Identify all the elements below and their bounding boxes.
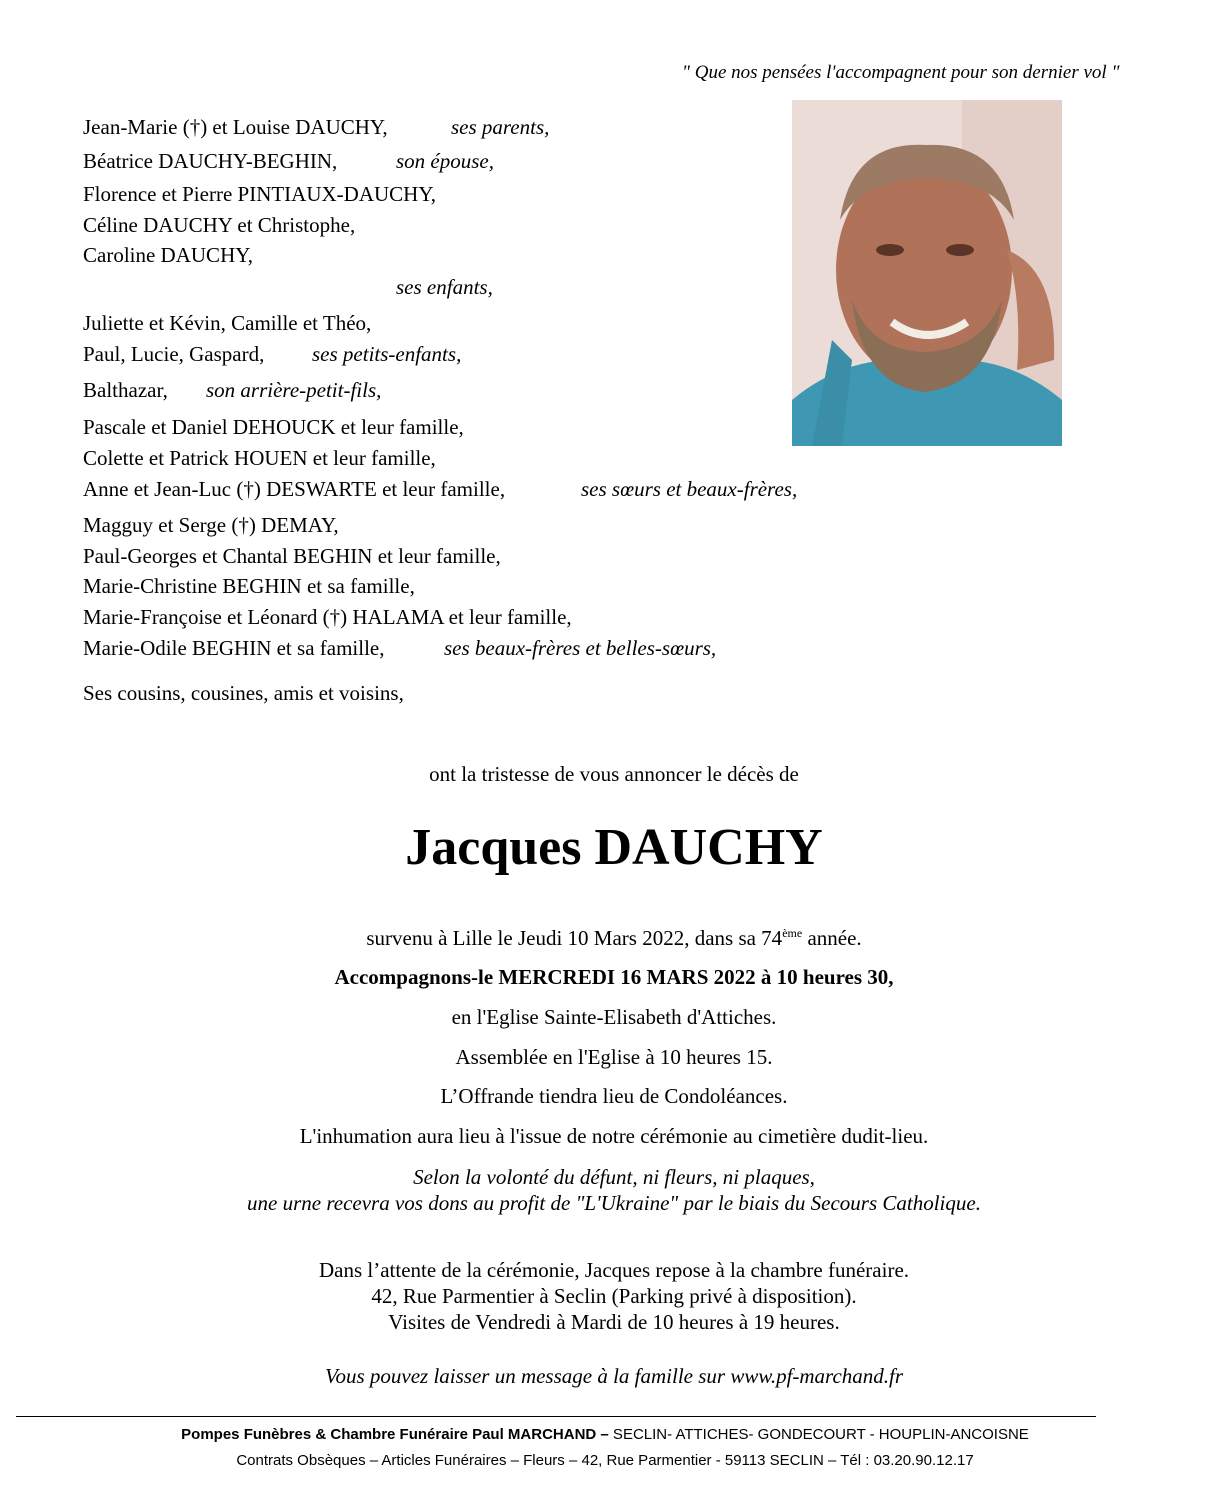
great-grandchild-role: son arrière-petit-fils, — [206, 378, 382, 402]
ceremony-church: en l'Eglise Sainte-Elisabeth d'Attiches. — [451, 1005, 777, 1029]
spouse-role: son épouse, — [396, 149, 494, 173]
message-line: Vous pouvez laisser un message à la famille sur www.pf-marchand.fr — [324, 1364, 904, 1388]
announcement-text: ont la tristesse de vous annoncer le décès de — [429, 762, 799, 786]
in-law-name: Magguy et Serge (†) DEMAY, — [83, 513, 339, 537]
child-name: Céline DAUCHY et Christophe, — [83, 213, 356, 237]
parents-names: Jean-Marie (†) et Louise DAUCHY, — [83, 115, 388, 139]
footer-divider — [16, 1416, 1096, 1417]
in-law-name: Marie-Françoise et Léonard (†) HALAMA et leur famille, — [83, 605, 572, 629]
wish-line: Selon la volonté du défunt, ni fleurs, ni plaques, — [413, 1165, 815, 1189]
deceased-name: Jacques DAUCHY — [405, 819, 823, 876]
siblings-role: ses sœurs et beaux-frères, — [581, 477, 798, 501]
epigraph-quote: " Que nos pensées l'accompagnent pour son dernier vol " — [682, 62, 1120, 83]
child-name: Florence et Pierre PINTIAUX-DAUCHY, — [83, 182, 437, 206]
great-grandchild-name: Balthazar, — [83, 378, 168, 402]
footer-company: Pompes Funèbres & Chambre Funéraire Paul MARCHAND – — [181, 1426, 609, 1443]
in-law-name: Marie-Christine BEGHIN et sa famille, — [83, 574, 415, 598]
ceremony-date: Accompagnons-le MERCREDI 16 MARS 2022 à 10 heures 30, — [334, 965, 894, 989]
footer-locations: SECLIN- ATTICHES- GONDECOURT - HOUPLIN-ANCOISNE — [608, 1426, 1029, 1443]
ceremony-burial: L'inhumation aura lieu à l'issue de notre cérémonie au cimetière dudit-lieu. — [299, 1124, 929, 1148]
grandchildren-line: Juliette et Kévin, Camille et Théo, — [83, 311, 372, 335]
sibling-name: Anne et Jean-Luc (†) DESWARTE et leur famille, — [83, 477, 506, 501]
death-text: survenu à Lille le Jeudi 10 Mars 2022, dans sa 74 — [366, 926, 783, 950]
footer-company-line — [0, 1426, 1210, 1443]
grandchildren-role: ses petits-enfants, — [312, 342, 462, 366]
in-law-name: Paul-Georges et Chantal BEGHIN et leur famille, — [83, 544, 501, 568]
death-text-end: année. — [802, 926, 862, 950]
ceremony-offering: L’Offrande tiendra lieu de Condoléances. — [440, 1084, 788, 1108]
deceased-photo — [792, 100, 1062, 446]
sibling-name: Colette et Patrick HOUEN et leur famille, — [83, 446, 436, 470]
others-line: Ses cousins, cousines, amis et voisins, — [83, 681, 404, 705]
death-line — [0, 926, 1214, 951]
in-laws-role: ses beaux-frères et belles-sœurs, — [444, 636, 717, 660]
sibling-name: Pascale et Daniel DEHOUCK et leur famille, — [83, 415, 464, 439]
children-role: ses enfants, — [396, 275, 493, 299]
wish-line: une urne recevra vos dons au profit de "L'Ukraine" par le biais du Secours Catholique. — [247, 1191, 981, 1215]
spouse-name: Béatrice DAUCHY-BEGHIN, — [83, 149, 338, 173]
visits-line: Dans l’attente de la cérémonie, Jacques repose à la chambre funéraire. — [318, 1258, 910, 1282]
in-law-name: Marie-Odile BEGHIN et sa famille, — [83, 636, 385, 660]
parents-role: ses parents, — [451, 115, 550, 139]
visits-line: 42, Rue Parmentier à Seclin (Parking privé à disposition). — [371, 1284, 857, 1308]
ceremony-assembly: Assemblée en l'Eglise à 10 heures 15. — [455, 1045, 773, 1069]
portrait-image — [792, 100, 1062, 446]
visits-line: Visites de Vendredi à Mardi de 10 heures à 19 heures. — [388, 1310, 840, 1334]
child-name: Caroline DAUCHY, — [83, 243, 253, 267]
family-parents-line — [83, 115, 388, 140]
ordinal-suffix: ème — [782, 926, 803, 940]
grandchildren-line: Paul, Lucie, Gaspard, — [83, 342, 265, 366]
footer-services: Contrats Obsèques – Articles Funéraires – Fleurs – 42, Rue Parmentier - 59113 SECLIN – Tél : 03.20.90.12.17 — [236, 1452, 974, 1469]
